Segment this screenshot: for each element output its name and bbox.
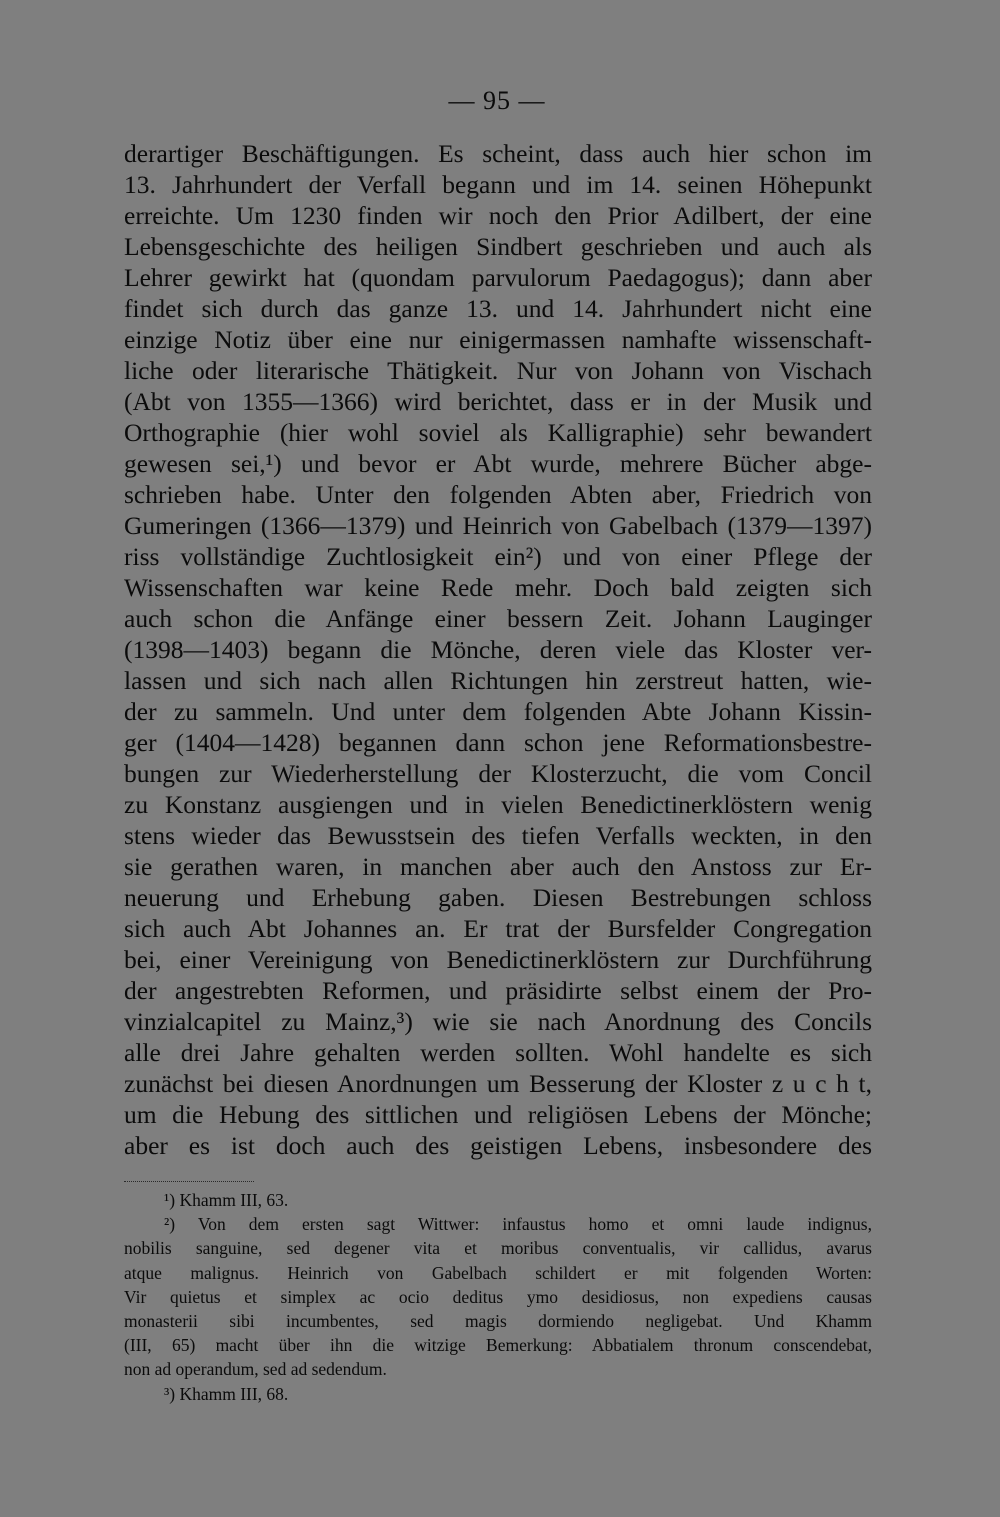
- footnote-2-line: monasterii sibi incumbentes, sed magis dormiendo negligebat. Und Khamm: [124, 1310, 872, 1331]
- body-line: Orthographie (hier wohl soviel als Kalligraphie) sehr bewandert: [124, 418, 872, 447]
- footnotes: [124, 1188, 872, 1406]
- body-line: (1398—1403) begann die Mönche, deren viele das Kloster ver-: [124, 635, 872, 664]
- body-line: vinzialcapitel zu Mainz,³) wie sie nach Anordnung des Concils: [124, 1007, 872, 1036]
- footnote-3: ³) Khamm III, 68.: [164, 1383, 289, 1404]
- body-line: stens wieder das Bewusstsein des tiefen Verfalls weckten, in den: [124, 821, 872, 850]
- body-line: gewesen sei,¹) und bevor er Abt wurde, mehrere Bücher abge-: [124, 449, 872, 478]
- body-line: Gumeringen (1366—1379) und Heinrich von Gabelbach (1379—1397): [124, 511, 872, 540]
- body-line: 13. Jahrhundert der Verfall begann und im 14. seinen Höhepunkt: [124, 170, 872, 199]
- body-line: (Abt von 1355—1366) wird berichtet, dass er in der Musik und: [124, 387, 872, 416]
- body-line: derartiger Beschäftigungen. Es scheint, dass auch hier schon im: [124, 139, 872, 168]
- body-line: Lebensgeschichte des heiligen Sindbert geschrieben und auch als: [124, 232, 872, 261]
- body-line: alle drei Jahre gehalten werden sollten. Wohl handelte es sich: [124, 1038, 872, 1067]
- body-line: sich auch Abt Johannes an. Er trat der Bursfelder Congregation: [124, 914, 872, 943]
- body-line: zunächst bei diesen Anordnungen um Besserung der Kloster z u c h t,: [124, 1069, 872, 1098]
- body-line: der zu sammeln. Und unter dem folgenden Abte Johann Kissin-: [124, 697, 872, 726]
- body-line: riss vollständige Zuchtlosigkeit ein²) und von einer Pflege der: [124, 542, 872, 571]
- body-line: der angestrebten Reformen, und präsidirte selbst einem der Pro-: [124, 976, 872, 1005]
- body-line: erreichte. Um 1230 finden wir noch den Prior Adilbert, der eine: [124, 201, 872, 230]
- body-line: Wissenschaften war keine Rede mehr. Doch bald zeigten sich: [124, 573, 872, 602]
- footnote-divider: [124, 1181, 254, 1182]
- footnote-2-line: ²) Von dem ersten sagt Wittwer: infaustus homo et omni laude indignus,: [164, 1214, 872, 1235]
- body-text: [124, 138, 872, 1161]
- body-line: sie gerathen waren, in manchen aber auch den Anstoss zur Er-: [124, 852, 872, 881]
- body-line: neuerung und Erhebung gaben. Diesen Bestrebungen schloss: [124, 883, 872, 912]
- footnote-2-line: nobilis sanguine, sed degener vita et moribus conventualis, vir callidus, avarus: [124, 1238, 872, 1259]
- body-line: liche oder literarische Thätigkeit. Nur von Johann von Vischach: [124, 356, 872, 385]
- body-line: zu Konstanz ausgiengen und in vielen Benedictinerklöstern wenig: [124, 790, 872, 819]
- page-number: — 95 —: [448, 86, 546, 115]
- body-line: Lehrer gewirkt hat (quondam parvulorum Paedagogus); dann aber: [124, 263, 872, 292]
- body-line: bei, einer Vereinigung von Benedictinerklöstern zur Durchführung: [124, 945, 872, 974]
- body-line: um die Hebung des sittlichen und religiösen Lebens der Mönche;: [124, 1100, 872, 1129]
- footnote-2-line: Vir quietus et simplex ac ocio deditus ymo desidiosus, non expediens causas: [124, 1286, 872, 1307]
- body-line: schrieben habe. Unter den folgenden Abten aber, Friedrich von: [124, 480, 872, 509]
- body-line: findet sich durch das ganze 13. und 14. Jahrhundert nicht eine: [124, 294, 872, 323]
- footnote-2-line: atque malignus. Heinrich von Gabelbach schildert er mit folgenden Worten:: [124, 1262, 872, 1283]
- body-line: auch schon die Anfänge einer bessern Zeit. Johann Lauginger: [124, 604, 872, 633]
- body-line: bungen zur Wiederherstellung der Klosterzucht, die vom Concil: [124, 759, 872, 788]
- body-line: lassen und sich nach allen Richtungen hin zerstreut hatten, wie-: [124, 666, 872, 695]
- footnote-1: ¹) Khamm III, 63.: [164, 1190, 289, 1210]
- footnote-2-line: non ad operandum, sed ad sedendum.: [124, 1359, 387, 1380]
- body-line: ger (1404—1428) begannen dann schon jene Reformationsbestre-: [124, 728, 872, 757]
- body-line: aber es ist doch auch des geistigen Lebens, insbesondere des: [124, 1131, 872, 1160]
- footnote-2-line: (III, 65) macht über ihn die witzige Bemerkung: Abbatialem thronum conscendebat,: [124, 1335, 872, 1356]
- body-line: einzige Notiz über eine nur einigermassen namhafte wissenschaft-: [124, 325, 872, 354]
